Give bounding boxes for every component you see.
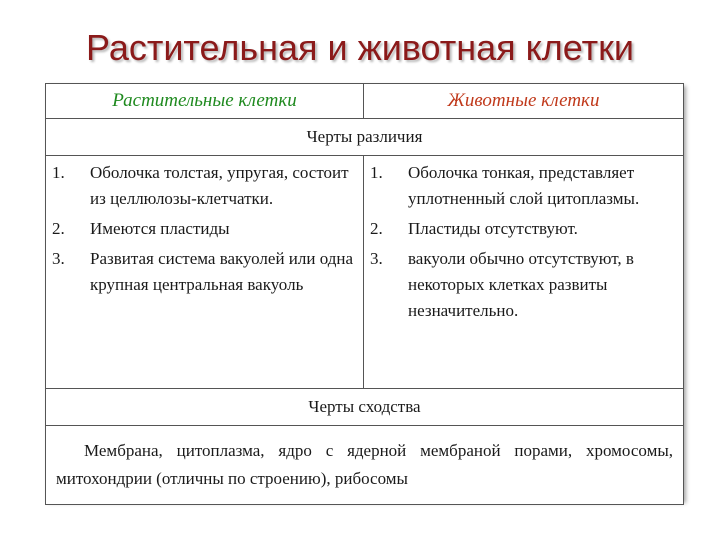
list-item — [52, 246, 357, 298]
differences-row — [46, 156, 684, 389]
animal-differences-list — [370, 160, 677, 324]
item-text: Оболочка толстая, упругая, состоит из целлюлозы-клетчатки. — [90, 163, 349, 208]
comparison-table-wrap — [45, 83, 683, 500]
differences-label: Черты различия — [46, 119, 684, 156]
item-number: 1. — [52, 163, 65, 182]
item-number: 1. — [370, 163, 383, 182]
header-row — [46, 84, 684, 119]
comparison-table — [45, 83, 684, 505]
list-item — [370, 246, 677, 324]
list-item — [370, 160, 677, 212]
similarities-row — [46, 426, 684, 505]
list-item — [52, 160, 357, 212]
item-number: 2. — [370, 219, 383, 238]
plant-header: Растительные клетки — [46, 84, 364, 119]
plant-differences-list — [52, 160, 357, 298]
item-text: Имеются пластиды — [90, 219, 230, 238]
similarities-text: Мембрана, цитоплазма, ядро с ядерной мембраной порами, хромосомы, митохондрии (отличны по строению), рибосомы — [56, 441, 673, 488]
list-item — [52, 216, 357, 242]
item-text: Развитая система вакуолей или одна крупная центральная вакуоль — [90, 249, 354, 294]
animal-differences-cell — [364, 156, 684, 389]
item-number: 3. — [370, 249, 383, 268]
item-number: 2. — [52, 219, 65, 238]
similarities-cell — [46, 426, 684, 505]
similarities-label: Черты сходства — [46, 389, 684, 426]
item-text: Пластиды отсутствуют. — [408, 219, 578, 238]
item-text: вакуоли обычно отсутствуют, в некоторых клетках развиты незначительно. — [408, 249, 634, 320]
item-text: Оболочка тонкая, представляет уплотненный слой цитоплазмы. — [408, 163, 640, 208]
list-item — [370, 216, 677, 242]
item-number: 3. — [52, 249, 65, 268]
plant-differences-cell — [46, 156, 364, 389]
similarities-label-row — [46, 389, 684, 426]
page-title: Растительная и животная клетки — [86, 27, 634, 68]
differences-label-row — [46, 119, 684, 156]
animal-header: Животные клетки — [364, 84, 684, 119]
